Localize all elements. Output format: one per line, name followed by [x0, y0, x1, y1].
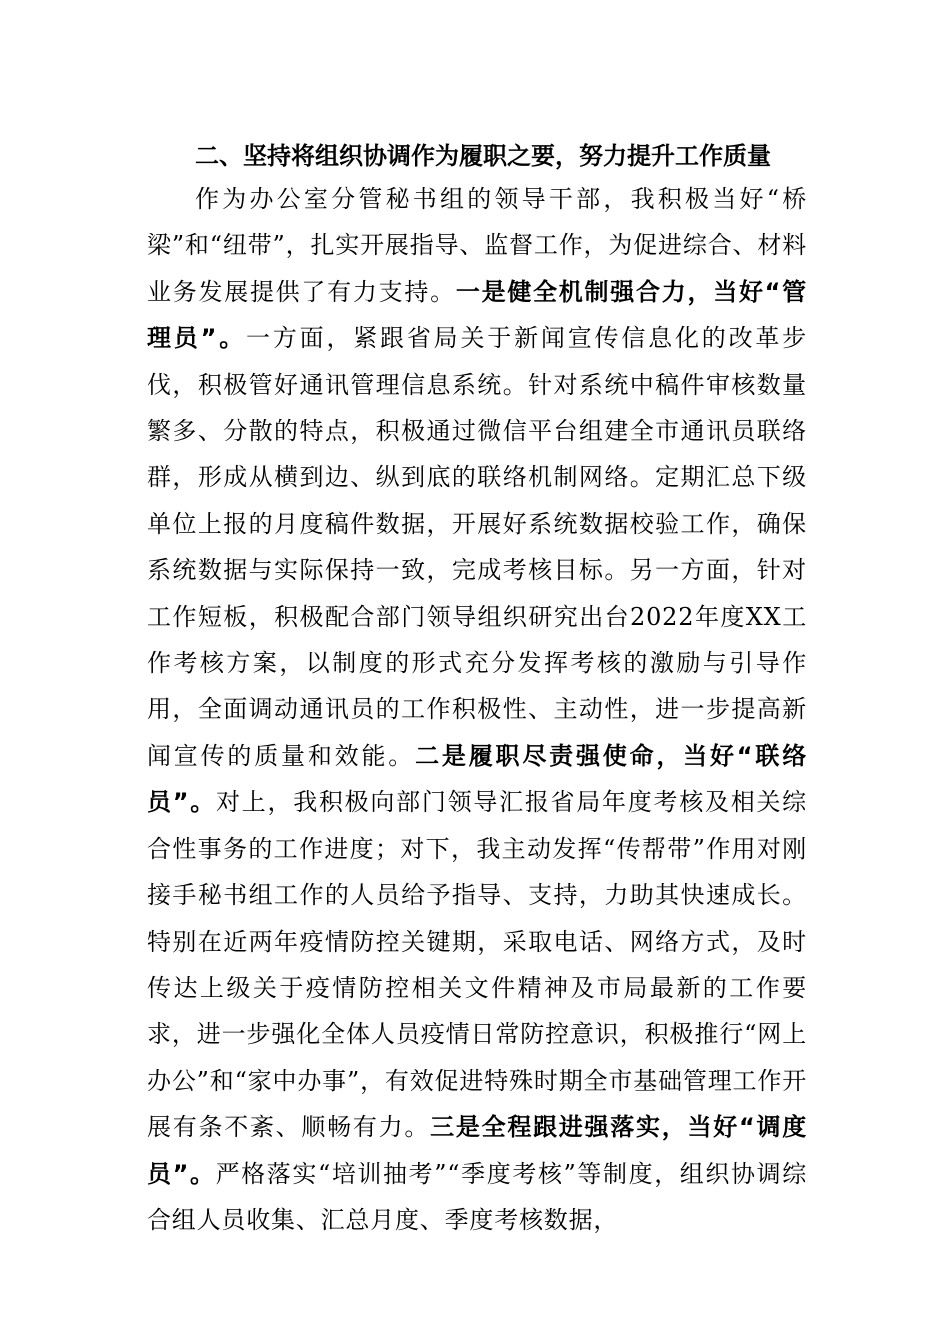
- bold-point-2: 二是履职尽责强使命，当好“联络员”。: [147, 741, 807, 817]
- bold-point-1: 一是健全机制强合力，当好“管理员”。: [147, 277, 807, 353]
- text-run-point-2: 对上，我积极向部门领导汇报省局年度考核及相关综合性事务的工作进度；对下，我主动发挥“传帮带”作用对刚接手秘书组工作的人员给予指导、支持，力助其快速成长。特别在近两年疫情防控关键期，采取电话、网络方式，及时传达上级关于疫情防控相关文件精神及市局最新的工作要求，进一步强化全体人员疫情日常防控意识，积极推行“网上办公”和“家中办事”，有效促进特殊时期全市基础管理工作开展有条不紊、顺畅有力。: [147, 788, 807, 1142]
- body-paragraph: [147, 176, 807, 1243]
- bold-point-3: 三是全程跟进强落实，当好“调度员”。: [147, 1113, 807, 1188]
- text-run-intro: 作为办公室分管秘书组的领导干部，我积极当好“桥梁”和“纽带”，扎实开展指导、监督工作，为促进综合、材料业务发展提供了有力支持。: [147, 185, 807, 306]
- text-run-point-3: 严格落实“培训抽考”“季度考核”等制度，组织协调综合组人员收集、汇总月度、季度考核数据，: [147, 1159, 807, 1234]
- text-run-point-1: 一方面，紧跟省局关于新闻宣传信息化的改革步伐，积极管好通讯管理信息系统。针对系统中稿件审核数量繁多、分散的特点，积极通过微信平台组建全市通讯员联络群，形成从横到边、纵到底的联络机制网络。定期汇总下级单位上报的月度稿件数据，开展好系统数据校验工作，确保系统数据与实际保持一致，完成考核目标。另一方面，针对工作短板，积极配合部门领导组织研究出台2022年度XX工作考核方案，以制度的形式充分发挥考核的激励与引导作用，全面调动通讯员的工作积极性、主动性，进一步提高新闻宣传的质量和效能。: [147, 324, 807, 770]
- section-heading: 二、坚持将组织协调作为履职之要，努力提升工作质量: [195, 142, 771, 170]
